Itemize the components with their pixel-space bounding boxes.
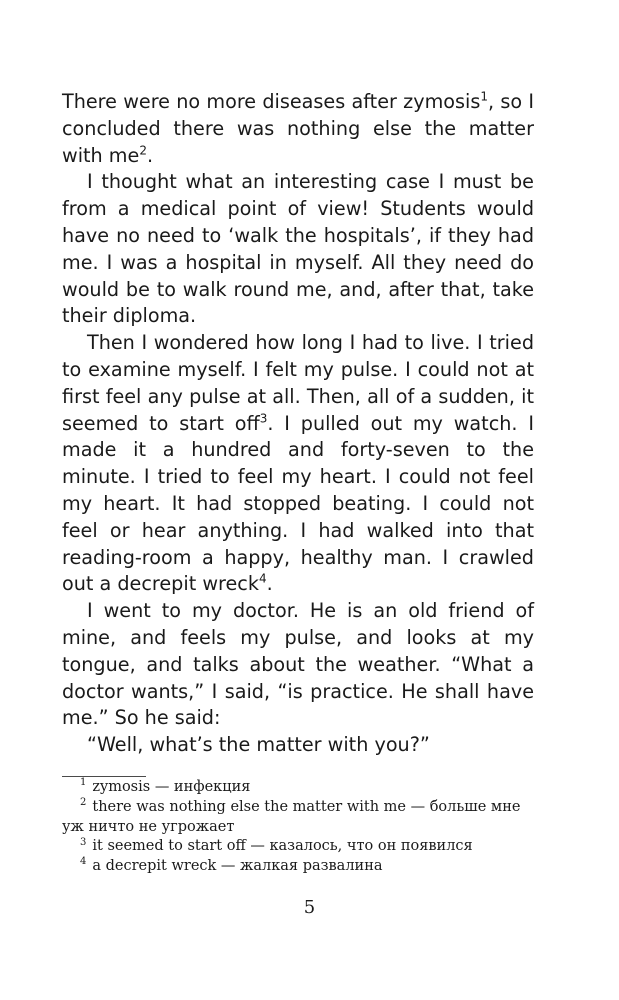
footnote-reference: 3 — [259, 411, 268, 426]
footnote-number: 4 — [80, 856, 87, 868]
footnote-text: there was nothing else the matter with me — больше мне уж ничто не угрожает — [62, 798, 521, 835]
footnote-number: 1 — [80, 777, 87, 789]
footnote-number: 3 — [80, 836, 87, 848]
footnote — [62, 798, 534, 838]
footnote-text: zymosis — инфекция — [92, 779, 251, 795]
footnote — [62, 857, 534, 877]
paragraph-text: , so I concluded there was nothing else the matter with me — [62, 90, 534, 167]
footnote — [62, 778, 534, 798]
paragraph-text: “Well, what’s the matter with you?” — [87, 733, 430, 757]
footnote-text: it seemed to start off — казалось, что он появился — [92, 838, 473, 855]
paragraph-text: . — [146, 143, 154, 167]
paragraph-text: . — [266, 572, 273, 596]
footnote-reference: 4 — [258, 571, 267, 586]
paragraph-text: There were no more diseases after zymosis — [62, 90, 481, 113]
paragraph — [62, 598, 534, 732]
page-number: 5 — [303, 897, 316, 918]
paragraph-text: . I pulled out my watch. I made it a hundred and forty-seven to the minute. I tried to feel my heart. I could not feel my heart. It had stopped beating. I could not feel or hear anything. I had walked into that reading-room a happy, healthy man. I crawled out a decrepit wreck — [62, 411, 534, 596]
body-text — [62, 89, 534, 759]
paragraph — [62, 732, 534, 759]
footnote-number: 2 — [80, 796, 87, 808]
footnote-divider — [62, 776, 146, 777]
footnote-reference: 2 — [139, 143, 147, 158]
paragraph-text: I went to my doctor. He is an old friend of mine, and feels my pulse, and looks at my tongue, and talks about the weather. “What a doctor wants,” I said, “is practice. He shall have me.” So he said: — [62, 599, 534, 730]
footnotes — [62, 778, 534, 877]
paragraph — [62, 330, 534, 598]
footnote-reference: 1 — [480, 89, 488, 104]
paragraph-text: Then I wondered how long I had to live. I tried to examine myself. I felt my pulse. I could not at first feel any pulse at all. Then, all of a sudden, it seemed to start off — [62, 331, 534, 435]
paragraph — [62, 169, 534, 330]
paragraph-text: I thought what an interesting case I must be from a medical point of view! Students would have no need to ‘walk the hospitals’, if they had me. I was a hospital in myself. All they need do would be to walk round me, and, after that, take their diploma. — [62, 170, 534, 328]
paragraph — [62, 89, 534, 169]
footnote-text: a decrepit wreck — жалкая развалина — [92, 858, 383, 875]
footnote — [62, 837, 534, 857]
